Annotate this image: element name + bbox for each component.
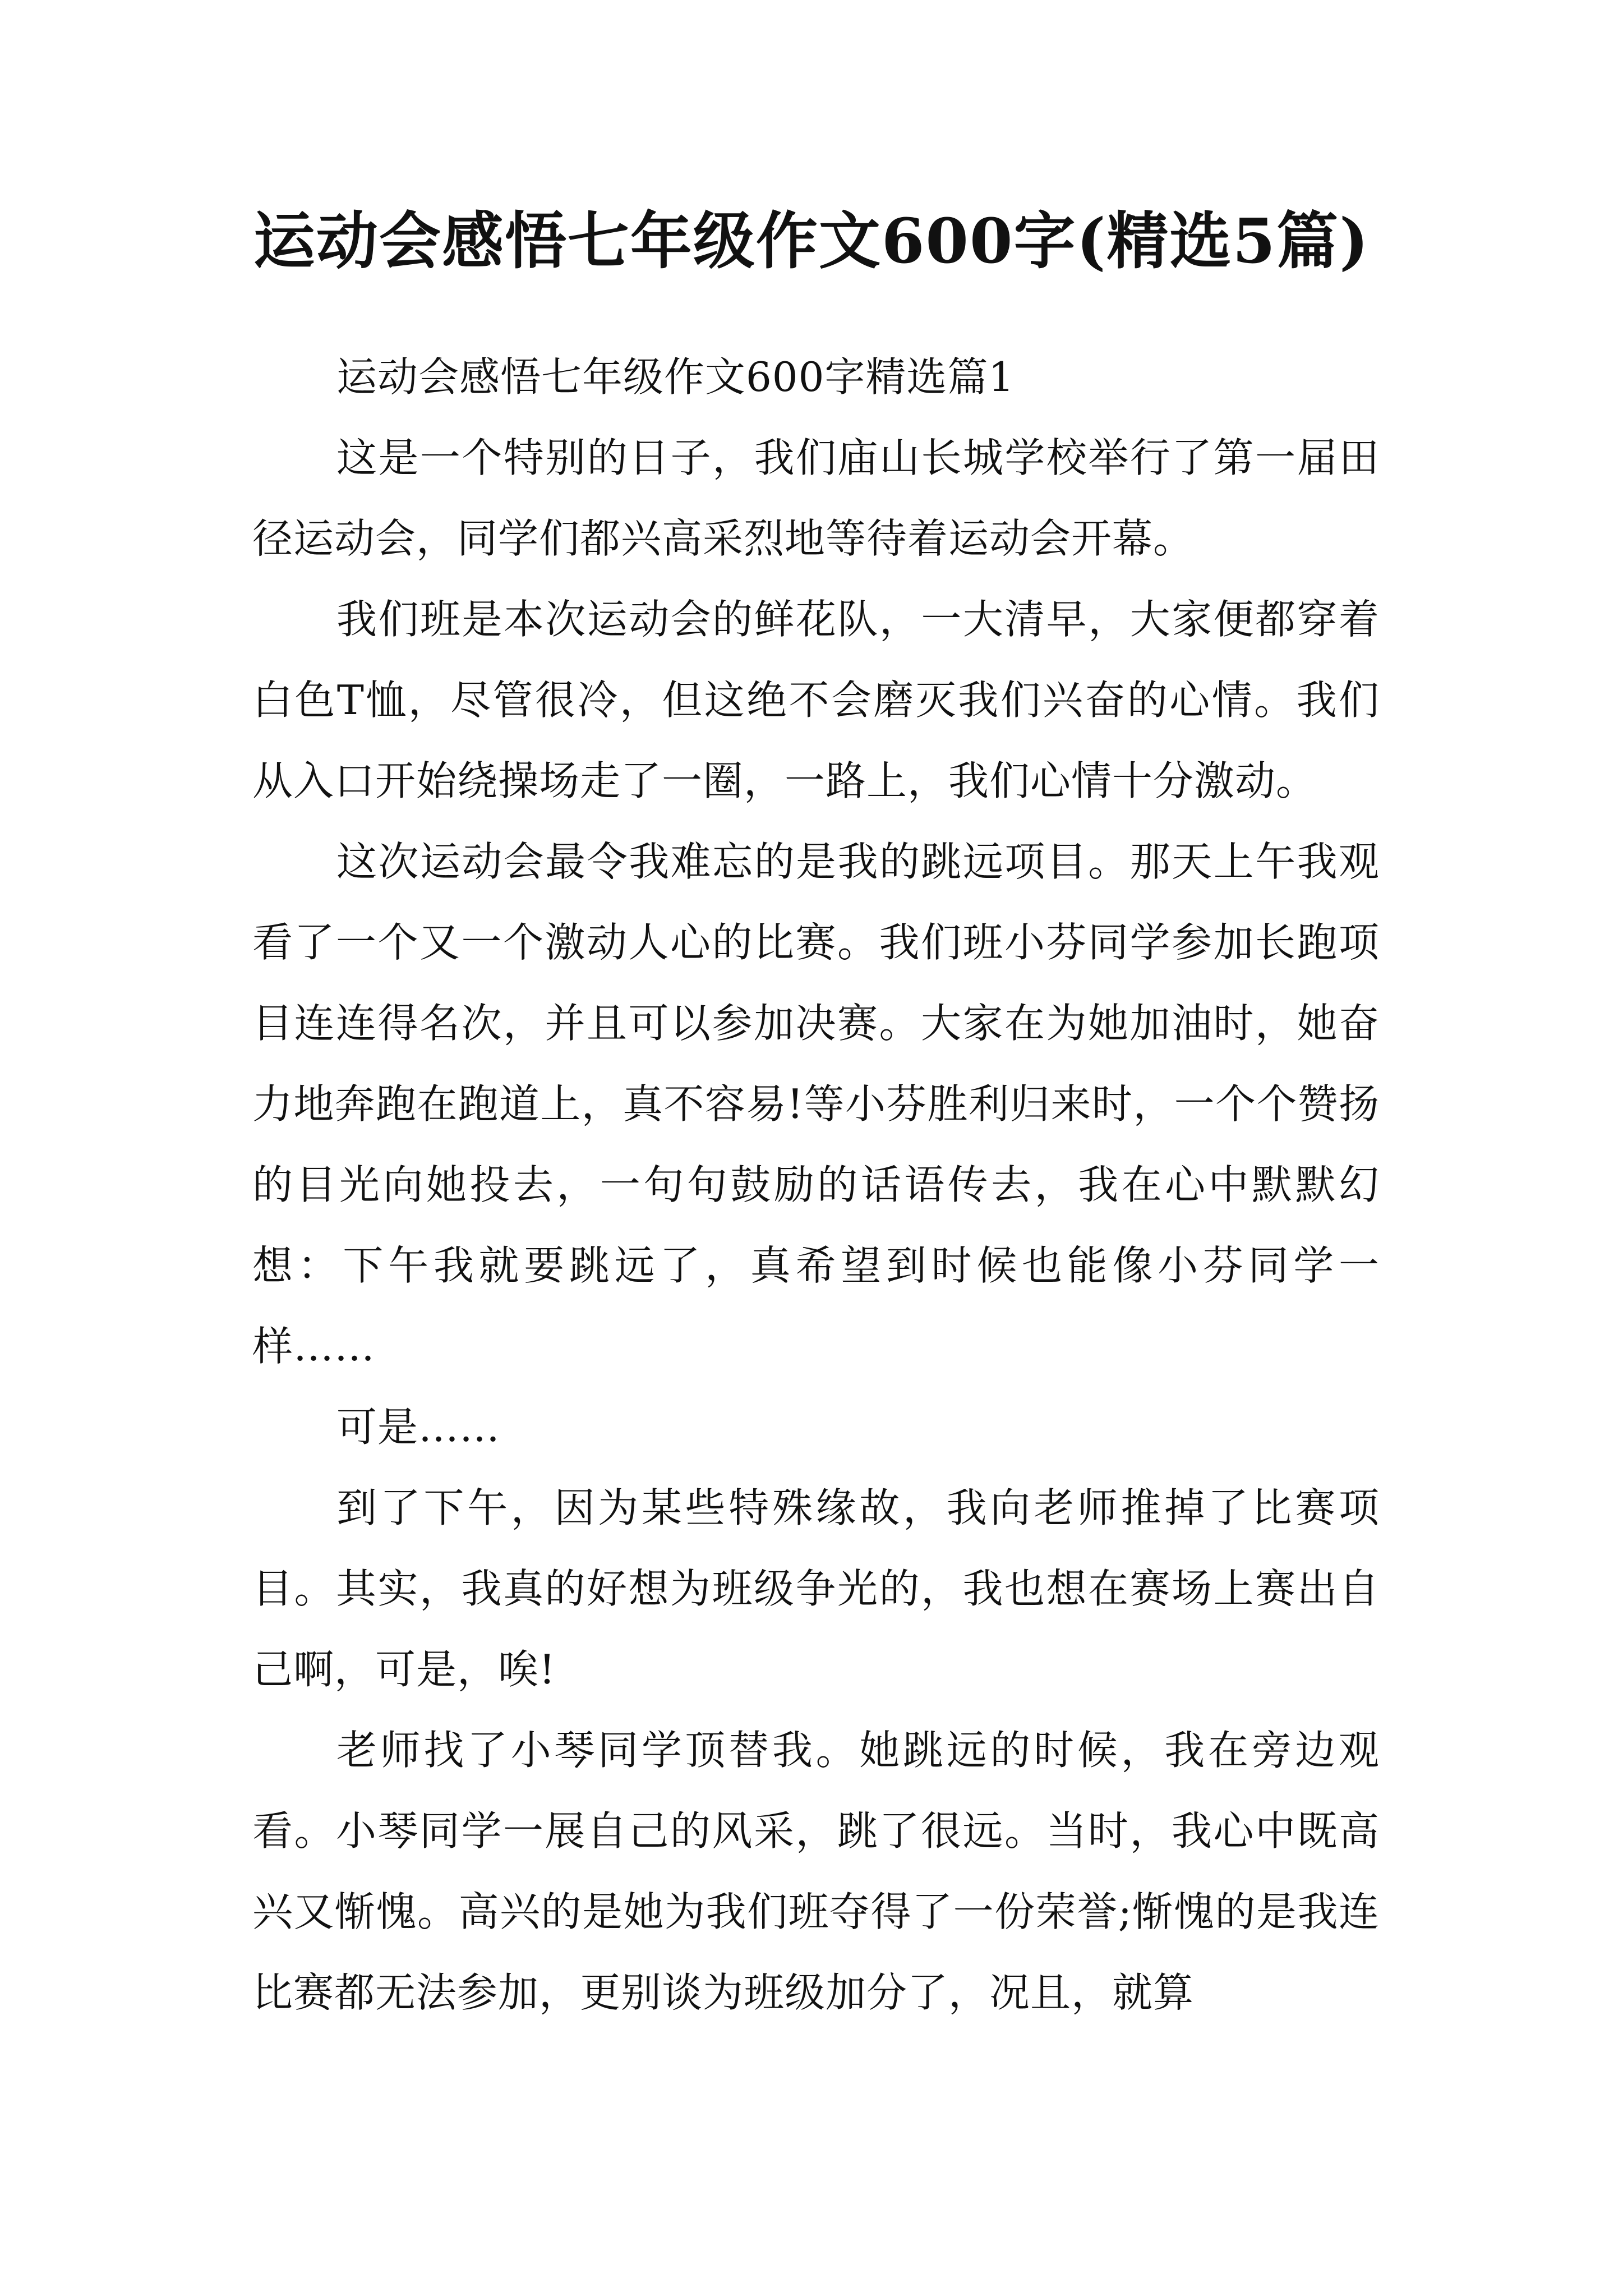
paragraph: 可是…… — [336, 1404, 501, 1451]
section-heading: 运动会感悟七年级作文600字精选篇1 — [336, 353, 1015, 401]
paragraph: 我们班是本次运动会的鲜花队，一大清早，大家便都穿着白色T恤，尽管很冷，但这绝不会磨灭我们兴奋的心情。我们从入口开始绕操场走了一圈，一路上，我们心情十分激动。 — [252, 596, 1380, 804]
paragraph: 这是一个特别的日子，我们庙山长城学校举行了第一届田径运动会，同学们都兴高采烈地等待着运动会开幕。 — [252, 434, 1380, 562]
document-body — [252, 337, 1380, 2033]
paragraph: 这次运动会最令我难忘的是我的跳远项目。那天上午我观看了一个又一个激动人心的比赛。我们班小芬同学参加长跑项目连连得名次，并且可以参加决赛。大家在为她加油时，她奋力地奔跑在跑道上，真不容易!等小芬胜利归来时，一个个赞扬的目光向她投去，一句句鼓励的话语传去，我在心中默默幻想：下午我就要跳远了，真希望到时候也能像小芬同学一样…… — [252, 838, 1380, 1370]
paragraph: 到了下午，因为某些特殊缘故，我向老师推掉了比赛项目。其实，我真的好想为班级争光的，我也想在赛场上赛出自己啊，可是，唉! — [252, 1484, 1380, 1693]
document-title: 运动会感悟七年级作文600字(精选5篇) — [253, 205, 1370, 277]
paragraph: 老师找了小琴同学顶替我。她跳远的时候，我在旁边观看。小琴同学一展自己的风采，跳了很远。当时，我心中既高兴又惭愧。高兴的是她为我们班夺得了一份荣誉;惭愧的是我连比赛都无法参加，更别谈为班级加分了，况且，就算 — [252, 1727, 1380, 2016]
